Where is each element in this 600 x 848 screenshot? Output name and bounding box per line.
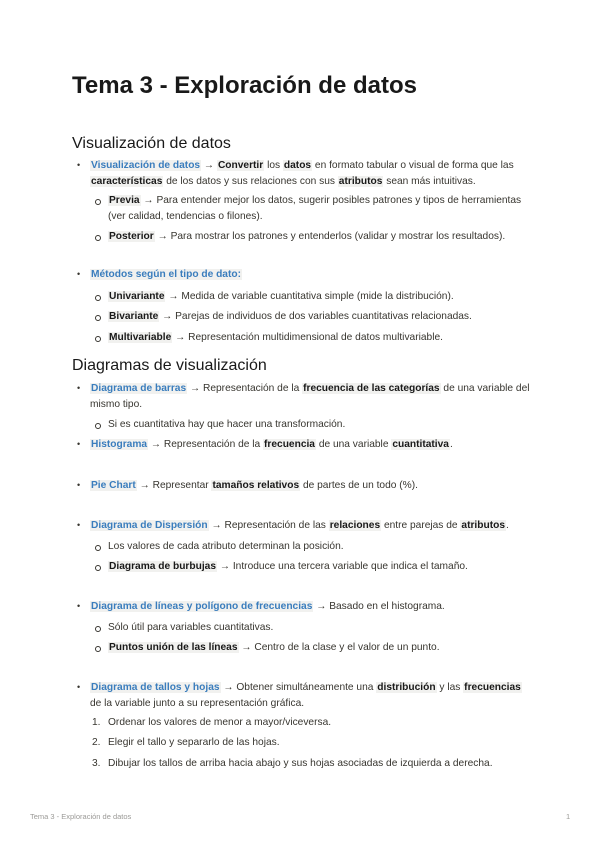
bullet-icon: • [77, 682, 81, 692]
list-item-visualizacion: • Visualización de datos → Convertir los datos en formato tabular o visual de forma que las características de los datos y sus relaciones con sus atributos sean más intuitivas. [77, 160, 514, 187]
list-item-barras-sub: Si es cuantitativa hay que hacer una transformación. [108, 417, 528, 433]
circle-bullet-icon [95, 626, 101, 632]
section-heading-diagramas: Diagramas de visualización [72, 357, 267, 374]
list-item-dispersion: • Diagrama de Dispersión → Representación de las relaciones entre parejas de atributos. [90, 518, 530, 534]
list-item-previa: Previa → Para entender mejor los datos, sugerir posibles patrones y tipos de herramientas (ver calidad, tendencias o filones). [108, 193, 528, 224]
bullet-icon: • [77, 480, 81, 490]
circle-bullet-icon [95, 199, 101, 205]
numbered-item: 3. Dibujar los tallos de arriba hacia abajo y sus hojas asociadas de izquierda a derecha. [92, 758, 493, 769]
circle-bullet-icon [95, 235, 101, 241]
circle-bullet-icon [95, 423, 101, 429]
list-item-dispersion-sub1: Los valores de cada atributo determinan la posición. [108, 539, 528, 555]
list-item-lineas: • Diagrama de líneas y polígono de frecuencias → Basado en el histograma. [90, 599, 530, 615]
bullet-icon: • [77, 383, 81, 393]
list-item-metodos: • Métodos según el tipo de dato: [90, 267, 530, 283]
circle-bullet-icon [95, 315, 101, 321]
list-item-posterior: Posterior → Para mostrar los patrones y entenderlos (validar y mostrar los resultados). [108, 229, 528, 245]
numbered-item: 2. Elegir el tallo y separarlo de las hojas. [92, 737, 280, 748]
bullet-icon: • [77, 601, 81, 611]
list-item-multivariable: Multivariable → Representación multidimensional de datos multivariable. [108, 330, 528, 346]
page-title: Tema 3 - Exploración de datos [72, 72, 417, 99]
list-item-puntos-union: Puntos unión de las líneas → Centro de la clase y el valor de un punto. [108, 640, 528, 656]
footer-title: Tema 3 - Exploración de datos [30, 812, 132, 821]
bullet-icon: • [77, 520, 81, 530]
circle-bullet-icon [95, 545, 101, 551]
circle-bullet-icon [95, 646, 101, 652]
circle-bullet-icon [95, 336, 101, 342]
list-item-bivariante: Bivariante → Parejas de individuos de dos variables cuantitativas relacionadas. [108, 309, 528, 325]
bullet-icon: • [77, 269, 81, 279]
circle-bullet-icon [95, 565, 101, 571]
page-number: 1 [566, 812, 571, 821]
list-item-burbujas: Diagrama de burbujas → Introduce una tercera variable que indica el tamaño. [108, 559, 528, 575]
bullet-icon: • [77, 439, 81, 449]
section-heading-visualizacion: Visualización de datos [72, 135, 231, 152]
bullet-icon: • [77, 160, 81, 170]
list-item-histograma: • Histograma → Representación de la frecuencia de una variable cuantitativa. [90, 437, 530, 453]
list-item-tallos: • Diagrama de tallos y hojas → Obtener simultáneamente una distribución y las frecuencias de la variable junto a su representación gráfica. [77, 682, 521, 709]
numbered-item: 1. Ordenar los valores de menor a mayor/viceversa. [92, 717, 332, 728]
list-item-pie: • Pie Chart → Representar tamaños relativos de partes de un todo (%). [90, 478, 530, 494]
list-item-lineas-sub1: Sólo útil para variables cuantitativas. [108, 620, 528, 636]
list-item-barras: • Diagrama de barras → Representación de la frecuencia de las categorías de una variable del mismo tipo. [77, 383, 530, 410]
list-item-univariante: Univariante → Medida de variable cuantitativa simple (mide la distribución). [108, 289, 528, 305]
circle-bullet-icon [95, 295, 101, 301]
